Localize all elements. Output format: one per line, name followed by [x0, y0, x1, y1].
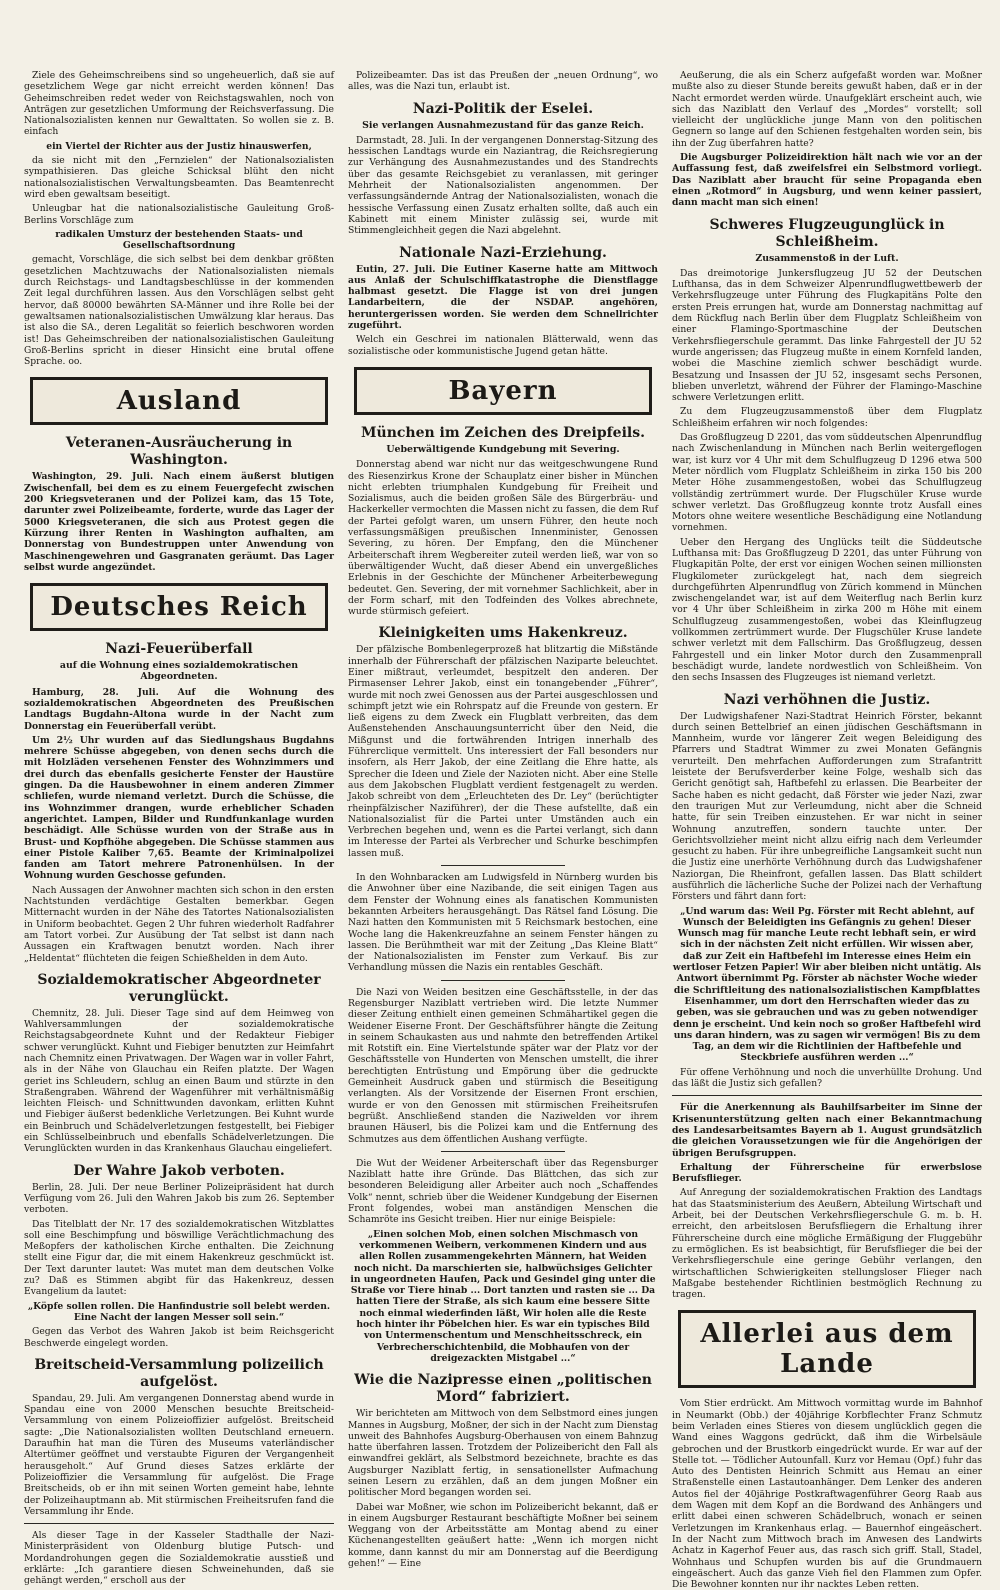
- paragraph: Die Augsburger Polizeidirektion hält nach wie vor an der Auffassung fest, daß zweifelsfrei ein Selbstmord vorliegt. Das Naziblatt aber braucht für seine Propaganda eben einen „Rotmord“ in Augsburg, und wenn keiner passiert, dann macht man sich einen!: [672, 152, 982, 209]
- article-headline: Nazi verhöhnen die Justiz.: [723, 691, 931, 708]
- article-headline: Schweres Flugzeugunglück in Schleißheim.: [709, 216, 945, 250]
- paragraph: Ueber den Hergang des Unglücks teilt die Süddeutsche Lufthansa mit: Das Großflugzeug D 2201, das unter Führung von Flugkapitän Polte, der erst vor einigen Wochen seinen millionsten Flugkilometer zurückgelegt hat, nach dem siegreich durchgeführten Alpenrundflug von Zürich kommend in München zwischengelandet war, ist auf dem Weiterflug nach Berlin kurz vor 4 Uhr über Schleißheim in zirka 200 m Höhe mit einem Schulflugzeug zusammengestoßen, wobei das Kleinflugzeug vollkommen zertrümmert wurde. Der Flugschüler Kruse landete schwer verletzt mit dem Fallschirm. Das Großflugzeug, dessen Fahrgestell und ein linker Motor durch den Zusammenprall beschädigt wurde, landete nordwestlich von Schleißheim. Von den sechs Insassen des Flugzeuges ist niemand verletzt.: [672, 536, 982, 684]
- article-subheadline: Sie verlangen Ausnahmezustand für das ganze Reich.: [362, 119, 644, 131]
- paragraph: Für offene Verhöhnung und noch die unverhüllte Drohung. Und das läßt die Justiz sich gefallen?: [672, 1066, 982, 1090]
- paragraph: Der pfälzische Bombenlegerprozeß hat blitzartig die Mißstände innerhalb der Führerschaft der pfälzischen Naziparte beleuchtet. Einer mißtraut, verleumdet, bespitzelt den anderen. Der Pirmasenser Lehrer Jakob, einst ein tonangebender „Führer“, wurde mit noch zwei Genossen aus der Partei ausgeschlossen und schimpft jetzt wie ein Rohrspatz auf die Freunde von gestern. Er ließ eigens zu dem Zweck ein Flugblatt verbreiten, das dem Außenstehenden Anschauungsunterricht über den Neid, die Mißgunst und die fortwährenden Intrigen innerhalb des Führerclique vermittelt. Uns interessiert der Fall besonders nur insofern, als Herr Jakob, der eine Zeitlang die Ehre hatte, als Sprecher die Ideen und Ziele der Nazioten nicht. Aber eine Stelle aus dem Jakobschen Flugblatt verdient festgenagelt zu werden. Jakob schreibt von dem „Erleuchteten des Dr. Ley“ (berüchtigter rheinpfälzischer Naziführer), der die These aufstellte, daß ein Nationalsozialist für die Partei unter Umständen auch ein Verbrechen begehen und, wenn es die Partei verlangt, sich dann im Interesse der Partei als Verbrecher und Schurke beschimpfen lassen muß.: [348, 644, 658, 859]
- article-subheadline: auf die Wohnung eines sozialdemokratischen Abgeordneten.: [59, 660, 299, 683]
- article-headline: Wie die Nazipresse einen „politischen Mord“ fabriziert.: [354, 1372, 652, 1406]
- paragraph: Die Wut der Weidener Arbeiterschaft über das Regensburger Naziblatt hatte ihre Gründe. Das Blättchen, das sich zur besonderen Beleidigung aller Arbeiter auch noch „Schaffendes Volk“ nennt, schrieb über die Weidener Kundgebung der Eisernen Front folgendes, wobei man anständigen Menschen die Schamröte ins Gesicht treiben. Hier nur einige Beispiele:: [348, 1157, 658, 1226]
- paragraph: da sie nicht mit den „Fernzielen“ der Nationalsozialisten sympathisieren. Das gleiche Schicksal blüht den nicht nationalsozialistischen Verwaltungsbeamten. Das Beamtenrecht wird eben gewaltsam beseitigt.: [24, 155, 334, 200]
- paragraph: Um 2½ Uhr wurden auf das Siedlungshaus Bugdahns mehrere Schüsse abgegeben, von denen sechs durch die mit Holzläden versehenen Fenster des Wohnzimmers und drei durch das ebenfalls gesicherte Fenster der Haustüre gingen. Da die Hausbewohner in einem anderen Zimmer schliefen, wurde niemand verletzt. Durch die Schüsse, die ins Wohnzimmer drangen, wurde erheblicher Schaden angerichtet. Lampen, Bilder und Rundfunkanlage wurden beschädigt. Alle Schüsse wurden von der Straße aus in Brust- und Kopfhöhe abgegeben. Die Schüsse stammen aus einer Pistole Kaliber 7,65. Beamte der Kriminalpolizei fanden am Tatort mehrere Patronenhülsen. In der Wohnung wurden Geschosse gefunden.: [24, 734, 334, 882]
- paragraph: Vom Stier erdrückt. Am Mittwoch vormittag wurde im Bahnhof in Neumarkt (Obb.) der 40jährige Korbflechter Franz Schmutz beim Verladen eines Stieres von diesem unglücklich gegen die Wand eines Waggons gedrückt, daß ihm die Wirbelsäule gebrochen und der Brustkorb eingedrückt wurde. Er war auf der Stelle tot. — Tödlicher Autounfall. Kurz vor Hemau (Opf.) fuhr das Auto des Dentisten Heinrich Schmitt aus Hemau an einer Straßenstelle einen Lastautoanhänger. Dem Lenker des anderen Autos fiel der 40jährige Postkraftwagenführer Georg Raab aus dem Wagen mit dem Kopf an die Bordwand des Anhängers und erlitt dabei einen schweren Schädelbruch, wonach er seinen Verletzungen im Krankenhaus erlag. — Bauernhof eingeäschert. In der Nacht zum Mittwoch brach im Anwesen des Landwirts Achatz in Kagerhof Feuer aus, das rasch sich griff. Stall, Stadel, Wohnhaus und Schupfen wurden bis auf die Grundmauern eingeäschert. Auch das ganze Vieh fiel den Flammen zum Opfer. Die Bewohner konnten nur ihr nacktes Leben retten.: [672, 1398, 982, 1590]
- article-headline: Sozialdemokratischer Abgeordneter verunglückt.: [37, 971, 321, 1005]
- paragraph: Unleugbar hat die nationalsozialistische Gauleitung Groß-Berlins Vorschläge zum: [24, 203, 334, 226]
- paragraph: Als dieser Tage in der Kasseler Stadthalle der Nazi-Ministerpräsident von Oldenburg blutige Putsch- und Mordandrohungen gegen die Sozialdemokratie ausstieß und erklärte: „Ich garantiere diesen Schweinehunden, daß sie gehängt werden,“ erscholl aus der: [24, 1530, 334, 1587]
- divider: [672, 1095, 982, 1096]
- column-left: [24, 70, 334, 1587]
- section-heading: Bayern: [354, 367, 652, 415]
- paragraph: Die Nazi von Weiden besitzen eine Geschäftsstelle, in der das Regensburger Naziblatt vertrieben wird. Die letzte Nummer dieser Zeitung enthielt einen gemeinen Schmähartikel gegen die Weidener Eiserne Front. Der Geschäftsführer hängte die Zeitung in seinem Schaukasten aus und nahmte den betreffenden Artikel mit Rotstift ein. Eine Viertelstunde später war der Platz vor der Geschäftsstelle von Hunderten von Menschen umstellt, die ihrer berechtigten Entrüstung und Empörung über die gedruckte Gemeinheit Ausdruck gaben und stürmisch die Beseitigung verlangten. Als der Vorsitzende der Eisernen Front erschien, wurde er von den Genossen mit stürmischen Freiheitsrufen begrüßt. Anschließend standen die Naziwelden vor ihrem braunen Häuserl, bis die Polizei kam und die Entfernung des Schmutzes aus dem öffentlichen Aushang verfügte.: [348, 986, 658, 1145]
- paragraph: Zu dem Flugzeugzusammenstoß über dem Flugplatz Schleißheim erfahren wir noch folgendes:: [672, 406, 982, 429]
- paragraph: Gegen das Verbot des Wahren Jakob ist beim Reichsgericht Beschwerde eingelegt worden.: [24, 1326, 334, 1349]
- article-headline: Nazi-Feuerüberfall: [105, 641, 253, 658]
- divider: [24, 1523, 334, 1524]
- section-heading: Ausland: [30, 377, 328, 425]
- paragraph: Hamburg, 28. Juli. Auf die Wohnung des sozialdemokratischen Abgeordneten des Preußischen Landtags Bugdahn-Altona wurde in der Nacht zum Donnerstag ein Feuerüberfall verübt.: [24, 686, 334, 732]
- article-headline: Nationale Nazi-Erziehung.: [399, 244, 607, 261]
- columns: [24, 70, 982, 1590]
- paragraph: Für die Anerkennung als Bauhilfsarbeiter im Sinne der Krisenunterstützung gelten nach einer Bekanntmachung des Landesarbeitsamtes Bayern ab 1. August grundsätzlich die gleichen Voraussetzungen wie für die Angehörigen der übrigen Berufsgruppen.: [672, 1102, 982, 1159]
- article-subheadline: Ueberwältigende Kundgebung mit Severing.: [386, 443, 620, 455]
- paragraph: Polizeibeamter. Das ist das Preußen der „neuen Ordnung“, wo alles, was die Nazi tun, erlaubt ist.: [348, 70, 658, 93]
- paragraph: Dabei war Moßner, wie schon im Polizeibericht bekannt, daß er in einem Augsburger Restaurant beschäftigte Moßner bei seinem Weggang von der Arbeitsstätte am Montag abend zu einer Küchenangestellten geäußert hatte: „Wenn ich morgen nicht komme, dann kannst du mir am Donnerstag auf die Beerdigung gehen!“ — Eine: [348, 1501, 658, 1570]
- article-headline: Veteranen-Ausräucherung in Washington.: [65, 435, 293, 469]
- column-right: [672, 70, 982, 1590]
- paragraph: Das dreimotorige Junkersflugzeug JU 52 der Deutschen Lufthansa, das in dem Schweizer Alpenrundflugwettbewerb der Verkehrsflugzeuge unter Führung des Flugkapitäns Polte den ersten Preis errungen hat, wurde am Donnerstag nachmittag auf dem Rückflug nach Berlin über dem Flugplatz Schleißheim von einer Flamingo-Sportmaschine der Deutschen Verkehrsfliegerschule gerammt. Das linke Fahrgestell der JU 52 wurde angerissen; das Flugzeug mußte in einem Kornfeld landen, wobei die Maschine ziemlich schwer beschädigt wurde. Besatzung und Insassen der JU 52, insgesamt sechs Personen, blieben unverletzt, während der Führer der Flamingo-Maschine schwere Verletzungen erlitt.: [672, 267, 982, 404]
- article-subheadline: Zusammenstoß in der Luft.: [755, 252, 899, 264]
- section-heading: Deutsches Reich: [30, 583, 328, 631]
- paragraph: Aeußerung, die als ein Scherz aufgefaßt worden war. Moßner mußte also zu dieser Stunde bereits gewußt haben, daß er in der Nacht ermordet werden würde. Unaufgeklärt erscheint auch, wie sich das Naziblatt den Verlauf des „Mordes“ vorstellt; soll vielleicht der unglückliche junge Mann von den politischen Gegnern so lange auf den Schienen festgehalten worden sein, bis ihn der Zug überfahren hatte?: [672, 70, 982, 149]
- article-headline: Nazi-Politik der Eselei.: [412, 100, 594, 117]
- paragraph: Eutin, 27. Juli. Die Eutiner Kaserne hatte am Mittwoch aus Anlaß der Schulschiffkatastrophe die Dienstflagge halbmast gesetzt. Die Flagge ist von drei jungen Landarbeitern, die der NSDAP. angehören, heruntergerissen worden. Sie werden dem Schnellrichter zugeführt.: [348, 263, 658, 332]
- paragraph: Nach Aussagen der Anwohner machten sich schon in den ersten Nachtstunden verdächtige Gestalten bemerkbar. Gegen Mitternacht wurden in der Nähe des Tatortes Nationalsozialisten in Uniform beobachtet. Gegen 2 Uhr fuhren wiederholt Radfahrer am Tatort vorbei. Zur Ausübung der Tat selbst ist dann nach Aussagen ein Kraftwagen benutzt worden. Nach ihrer „Heldentat“ flüchteten die feigen Schießhelden in dem Auto.: [24, 884, 334, 964]
- divider: [441, 1151, 565, 1152]
- paragraph: Der Ludwigshafener Nazi-Stadtrat Heinrich Förster, bekannt durch seinen Bettelbrief an einen jüdischen Geschäftsmann in Mannheim, wurde vor längerer Zeit wegen Beleidigung des Pfarrers und Stadtrat Wimmer zu zwei Monaten Gefängnis verurteilt. Den mehrfachen Aufforderungen zum Strafantritt leistete der Berufsverderber keine Folge, weshalb sich das Gericht genötigt sah, Haftbefehl zu erlassen. Die Bearbeiter der Sache haben es nicht gedacht, daß Förster wie jeder Nazi, zwar den traurigen Mut zur Verleumdung, nicht aber die Schneid hatte, für sein Treiben einzustehen. Er war nicht in seiner Wohnung anzutreffen, sondern tauchte unter. Der Gerichtsvollzieher meint nicht allzu eifrig nach dem Verleumder gesucht zu haben. Für ihre unbegreifliche Langsamkeit sucht nun die Justiz eine unerhörte Verhöhnung durch das Ludwigshafener Naziorgan, Die Rheinfront, gefallen lassen. Das Blatt schildert ausführlich die lächerliche Suche der Polizei nach der Verhaftung Försters und fährt dann fort:: [672, 710, 982, 903]
- paragraph: Donnerstag abend war nicht nur das weitgeschwungene Rund des Riesenzirkus Krone der Schauplatz einer bisher in München nicht erlebten triumphalen Kundgebung für Freiheit und Sozialismus, auch die beiden großen Säle des Bürgerbräu- und Hackerkeller vermochten die Massen nicht zu fassen, die dem Ruf der Partei gefolgt waren, um unsern Führer, den heute noch verfassungsmäßigen preußischen Innenminister, Genossen Severing, zu hören. Der Empfang, den die Münchener Arbeiterschaft ihrem Wegbereiter zuteil werden ließ, war von so überwältigender Wucht, daß dieser Abend ein unvergeßliches Erlebnis in der Geschichte der Münchener Arbeiterbewegung bedeutet. Gen. Severing, der mit vornehmer Sachlichkeit, aber in der Form scharf, mit den Todfeinden des Volkes abrechnete, wurde stürmisch gefeiert.: [348, 459, 658, 618]
- paragraph: Das Großflugzeug D 2201, das vom süddeutschen Alpenrundflug nach Zwischenlandung in München nach Berlin weitergeflogen war, ist kurz vor 4 Uhr mit dem Schulflugzeug D 1296 etwa 500 Meter nördlich vom Flugplatz Schleißheim in zirka 150 bis 200 Meter Höhe zusammengestoßen, wobei das Schulflugzeug vollständig zertrümmert wurde. Der Flugschüler Kruse wurde schwer verletzt. Das Großflugzeug konnte trotz Ausfall eines Motors ohne weitere wesentliche Beschädigung eine Notlandung vornehmen.: [672, 432, 982, 534]
- paragraph: ein Viertel der Richter aus der Justiz hinauswerfen,: [46, 140, 312, 152]
- paragraph: Darmstadt, 28. Juli. In der vergangenen Donnerstag-Sitzung des hessischen Landtags wurde ein Naziantrag, die Reichsregierung zur Verhängung des Ausnahmezustandes und des Standrechts über das gesamte Reichsgebiet zu veranlassen, mit geringer Mehrheit der Nationalsozialisten angenommen. Der verfassungsändernde Antrag der Nationalsozialisten, wonach die hessische Verfassung einen Zusatz erhalten sollte, daß auch ein Kabinett mit einem Minister zulässig sei, wurde mit Stimmengleichheit gegen die Nazi abgelehnt.: [348, 134, 658, 237]
- paragraph: „Köpfe sollen rollen. Die Hanfindustrie soll belebt werden. Eine Nacht der langen Messer soll sein.“: [27, 1300, 331, 1323]
- paragraph: Washington, 29. Juli. Nach einem äußerst blutigen Zwischenfall, bei dem es zu einem Feuergefecht zwischen 200 Kriegsveteranen und der Polizei kam, das 15 Tote, darunter zwei Polizeibeamte, forderte, wurde das Lager der 5000 Kriegsveteranen, die sich aus Protest gegen die Kürzung ihrer Renten in Washington aufhalten, am Donnerstag von Bundestruppen unter Anwendung von Maschinengewehren und Gasgranaten geräumt. Das Lager selbst wurde angezündet.: [24, 471, 334, 573]
- article-headline: Kleinigkeiten ums Hakenkreuz.: [378, 625, 628, 642]
- paragraph: Spandau, 29. Juli. Am vergangenen Donnerstag abend wurde in Spandau eine von 2000 Menschen besuchte Breitscheid-Versammlung von einem Polizeioffizier aufgelöst. Breitscheid sagte: „Die Nationalsozialisten wollten Deutschland erneuern. Daraufhin hat man die Türen des Museums vaterländischer Altertümer geöffnet und verstaubte Figuren der Vergangenheit herausgeholt.“ Auf Grund dieses Satzes erklärte der Polizeioffizier die Versammlung für aufgelöst. Die Frage Breitscheids, ob er ihn mit seinen Worten gemeint habe, lehnte der Polizeihauptmann ab. Mit stürmischen Freiheitsrufen fand die Versammlung ihr Ende.: [24, 1392, 334, 1517]
- paragraph: radikalen Umsturz der bestehenden Staats- und Gesellschaftsordnung: [55, 228, 303, 252]
- paragraph: Chemnitz, 28. Juli. Dieser Tage sind auf dem Heimweg von Wahlversammlungen der sozialdemokratische Reichstagsabgeordnete Kuhnt und der Redakteur Fiebiger schwer verunglückt. Kuhnt und Fiebiger benutzten zur Heimfahrt nach Chemnitz einen Privatwagen. Der Wagen war in voller Fahrt, als in der Nähe von Glauchau ein Reifen platzte. Der Wagen geriet ins Schleudern, schlug an einen Baum und stürzte in den Straßengraben. Während der Wagenführer mit verhältnismäßig leichten Fleisch- und Schnittwunden davonkam, erlitten Kuhnt und Fiebiger äußerst bedenkliche Verletzungen. Bei Kuhnt wurde ein Beinbruch und Schädelverletzungen festgestellt, bei Fiebiger ein Schlüsselbeinbruch und ebenfalls Schädelverletzungen. Die Verunglückten wurden in das Krankenhaus Glauchau eingeliefert.: [24, 1007, 334, 1155]
- paragraph: Auf Anregung der sozialdemokratischen Fraktion des Landtags hat das Staatsministerium des Aeußern, Abteilung Wirtschaft und Arbeit, bei der Deutschen Verkehrsfliegerschule G. m. b. H. erreicht, den arbeitslosen Berufsfliegern die Erhaltung ihrer Führerscheine durch eine mögliche Ermäßigung der Fluggebühr zu ermöglichen. Es ist beabsichtigt, für Berufsflieger die bei der Verkehrsfliegerschule eine geringe Gebühr verlangen, den wirtschaftlichen Schwierigkeiten stellungsloser Flieger nach Maßgabe bestehender Richtlinien bestmöglich Rechnung zu tragen.: [672, 1187, 982, 1301]
- section-heading: Allerlei aus dem Lande: [678, 1310, 976, 1388]
- article-headline: Der Wahre Jakob verboten.: [73, 1162, 285, 1179]
- paragraph: Welch ein Geschrei im nationalen Blätterwald, wenn das sozialistische oder kommunistische Jugend getan hätte.: [348, 334, 658, 357]
- paragraph: Erhaltung der Führerscheine für erwerbslose Berufsflieger.: [672, 1161, 982, 1185]
- paragraph: In den Wohnbaracken am Ludwigsfeld in Nürnberg wurden bis die Anwohner über eine Nazibande, die seit einigen Tagen aus dem Fenster der Wohnung eines als fanatischen Kommunisten bekannten Arbeiters herausgehängt. Das Rätsel fand Lösung. Die Nazi hatten den Kommunisten mit 5 Reichsmark bestochen, eine Woche lang die Hakenkreuzfahne an seinem Fenster hängen zu lassen. Die Berühmtheit war mit der Zeitung „Das Kleine Blatt“ der Nationalsozialisten im Fenster zum Verkauf. Bis zur Verhandlung müssen die Nazis ein rentables Geschäft.: [348, 872, 658, 974]
- column-middle: [348, 70, 658, 1570]
- paragraph: „Und warum das: Weil Pg. Förster mit Recht ablehnt, auf Wunsch der Beleidigten ins Gefängnis zu gehen! Dieser Wunsch mag für manche Leute recht lebhaft sein, er wird sich in der nächsten Zeit nicht erfüllen. Wir wissen aber, daß zur Zeit ein Haftbefehl im Interesse eines Heim ein wertloser Fetzen Papier! Wir aber bleiben nicht untätig. Als Antwort übernimmt Pg. Förster ab nächster Woche wieder die Schriftleitung des nationalsozialistischen Kampfblattes Eisenhammer, um dort den Herrschaften wieder das zu geben, was sie gebrauchen und was zu geben notwendiger denn je erscheint. Und kein noch so großer Haftbefehl wird uns daran hindern, was zu sagen wir vermögen! Bis zu dem Tag, an dem wir die Richtlinien der Haftbefehle und Steckbriefe ausführen werden ...“: [672, 905, 982, 1064]
- article-headline: München im Zeichen des Dreipfeils.: [361, 424, 645, 441]
- divider: [441, 865, 565, 866]
- paragraph: Das Titelblatt der Nr. 17 des sozialdemokratischen Witzblattes soll eine Beschimpfung und böswillige Verächtlichmachung des Meßopfers der katholischen Kirche enthalten. Die Zeichnung stellt eine Figur dar, die mit einem Hakenkreuz geschmückt ist. Der Text darunter lautet: Was mutet man dem deutschen Volke zu? Daß es Stimmen abgibt für das Hakenkreuz, dessen Evangelium da lautet:: [24, 1218, 334, 1298]
- paragraph: Wir berichteten am Mittwoch von dem Selbstmord eines jungen Mannes in Augsburg, Moßner, der sich in der Nacht zum Dienstag unweit des Bahnhofes Augsburg-Oberhausen von einem Bahnzug hatte überfahren lassen. Trotzdem der Polizeibericht den Fall als einwandfrei geklärt, als Selbstmord bezeichnete, brachte es das Augsburger Naziblatt fertig, in sensationellster Aufmachung seinen Lesern zu erzählen, daß an dem jungen Moßner ein politischer Mord begangen worden sei.: [348, 1408, 658, 1499]
- paragraph: gemacht, Vorschläge, die sich selbst bei dem denkbar größten gesetzlichen Machtzuwachs der Nationalsozialisten niemals durch Reichstags- und Landtagsbeschlüsse in der kommenden Zeit legal durchführen lassen. Aus den Vorschlägen selbst geht hervor, daß 80000 bewährten SA-Männer und ihre Rolle bei der gewaltsamen nationalsozialistischen Umwälzung klar heraus. Das ist also die SA., deren Legalität so feierlich beschworen worden ist! Das Geheimschreiben der nationalsozialistischen Gauleitung Groß-Berlins spricht in dieser Hinsicht eine brutal offene Sprache. oo.: [24, 254, 334, 368]
- divider: [441, 980, 565, 981]
- paragraph: Berlin, 28. Juli. Der neue Berliner Polizeipräsident hat durch Verfügung vom 26. Juli den Wahren Jakob bis zum 26. September verboten.: [24, 1181, 334, 1216]
- paragraph: Ziele des Geheimschreibens sind so ungeheuerlich, daß sie auf gesetzlichem Wege gar nicht erreicht werden können! Das Geheimschreiben redet weder von Reichstagswahlen, noch von Anträgen zur gesetzlichen Umformung der Reichsverfassung. Die Nationalsozialisten kennen nur Gewalttaten. So wollen sie z. B. einfach: [24, 70, 334, 138]
- paragraph: „Einen solchen Mob, einen solchen Mischmasch von verkommenen Weibern, verkommenen Kindern und aus allen Rollen zusammengekehrten Männern, hat Weiden noch nicht. Da marschierten sie, halbwüchsiges Gelichter in ungeordneten Haufen, Pack und Gesindel ging unter die Straße vor Tiere hinab ... Dort tanzten und rasten sie ... Da hatten Tiere der Straße, als sich kaum eine bessere Sitte noch einmal wiederfinden läßt, Wir holen alle die Reste hoch hinter ihr Pöbelchen hier. Es war ein typisches Bild von Untermenschentum und Menschheitsschreck, ein Verbrecherschichtenbild, die Mobhaufen von der dreigezackten Mistgabel ...“: [350, 1228, 656, 1364]
- article-headline: Breitscheid-Versammlung polizeilich aufgelöst.: [34, 1356, 324, 1390]
